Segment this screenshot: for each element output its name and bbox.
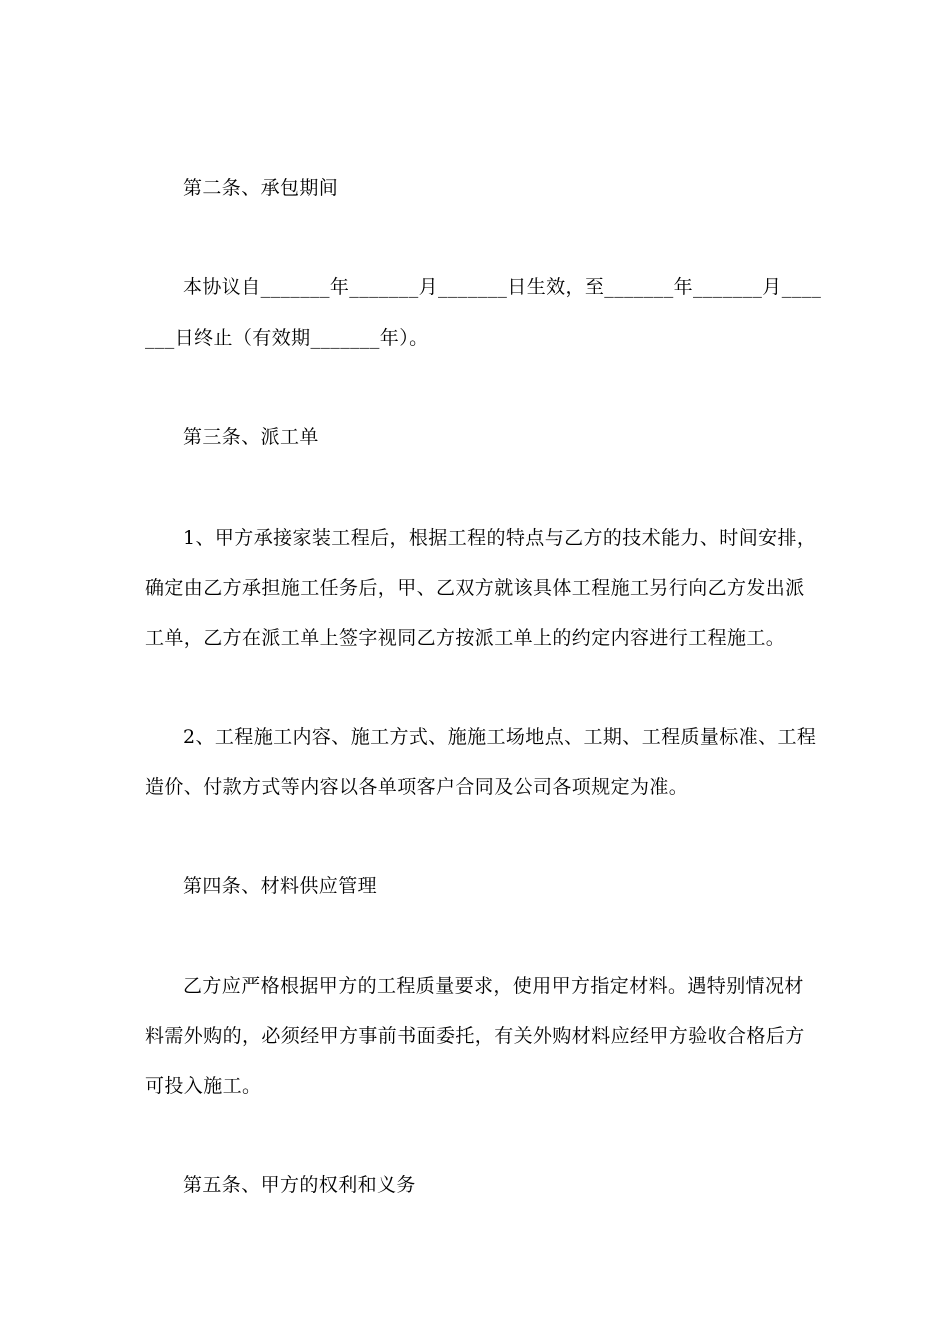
article-3-item-2-line-1: 2、工程施工内容、施工方式、施施工场地点、工期、工程质量标准、工程 bbox=[183, 726, 817, 748]
article-3-item-1-line-1: 1、甲方承接家装工程后，根据工程的特点与乙方的技术能力、时间安排， bbox=[183, 527, 817, 549]
article-2-paragraph-line-1: 本协议自_______年_______月_______日生效，至_______年_______月____ bbox=[183, 276, 822, 298]
article-3-heading: 第三条、派工单 bbox=[183, 426, 319, 448]
article-4-heading: 第四条、材料供应管理 bbox=[183, 875, 378, 897]
article-4-paragraph-line-2: 料需外购的，必须经甲方事前书面委托，有关外购材料应经甲方验收合格后方 bbox=[145, 1025, 805, 1047]
article-3-item-1-line-3: 工单，乙方在派工单上签字视同乙方按派工单上的约定内容进行工程施工。 bbox=[145, 627, 786, 649]
article-2-heading: 第二条、承包期间 bbox=[183, 177, 339, 199]
article-2-paragraph-line-2: ___日终止（有效期_______年）。 bbox=[145, 327, 429, 349]
article-3-item-2-line-2: 造价、付款方式等内容以各单项客户合同及公司各项规定为准。 bbox=[145, 776, 689, 798]
article-4-paragraph-line-1: 乙方应严格根据甲方的工程质量要求，使用甲方指定材料。遇特别情况材 bbox=[183, 975, 804, 997]
article-4-paragraph-line-3: 可投入施工。 bbox=[145, 1075, 262, 1097]
article-3-item-1-line-2: 确定由乙方承担施工任务后，甲、乙双方就该具体工程施工另行向乙方发出派 bbox=[145, 577, 805, 599]
article-5-heading: 第五条、甲方的权利和义务 bbox=[183, 1174, 416, 1196]
